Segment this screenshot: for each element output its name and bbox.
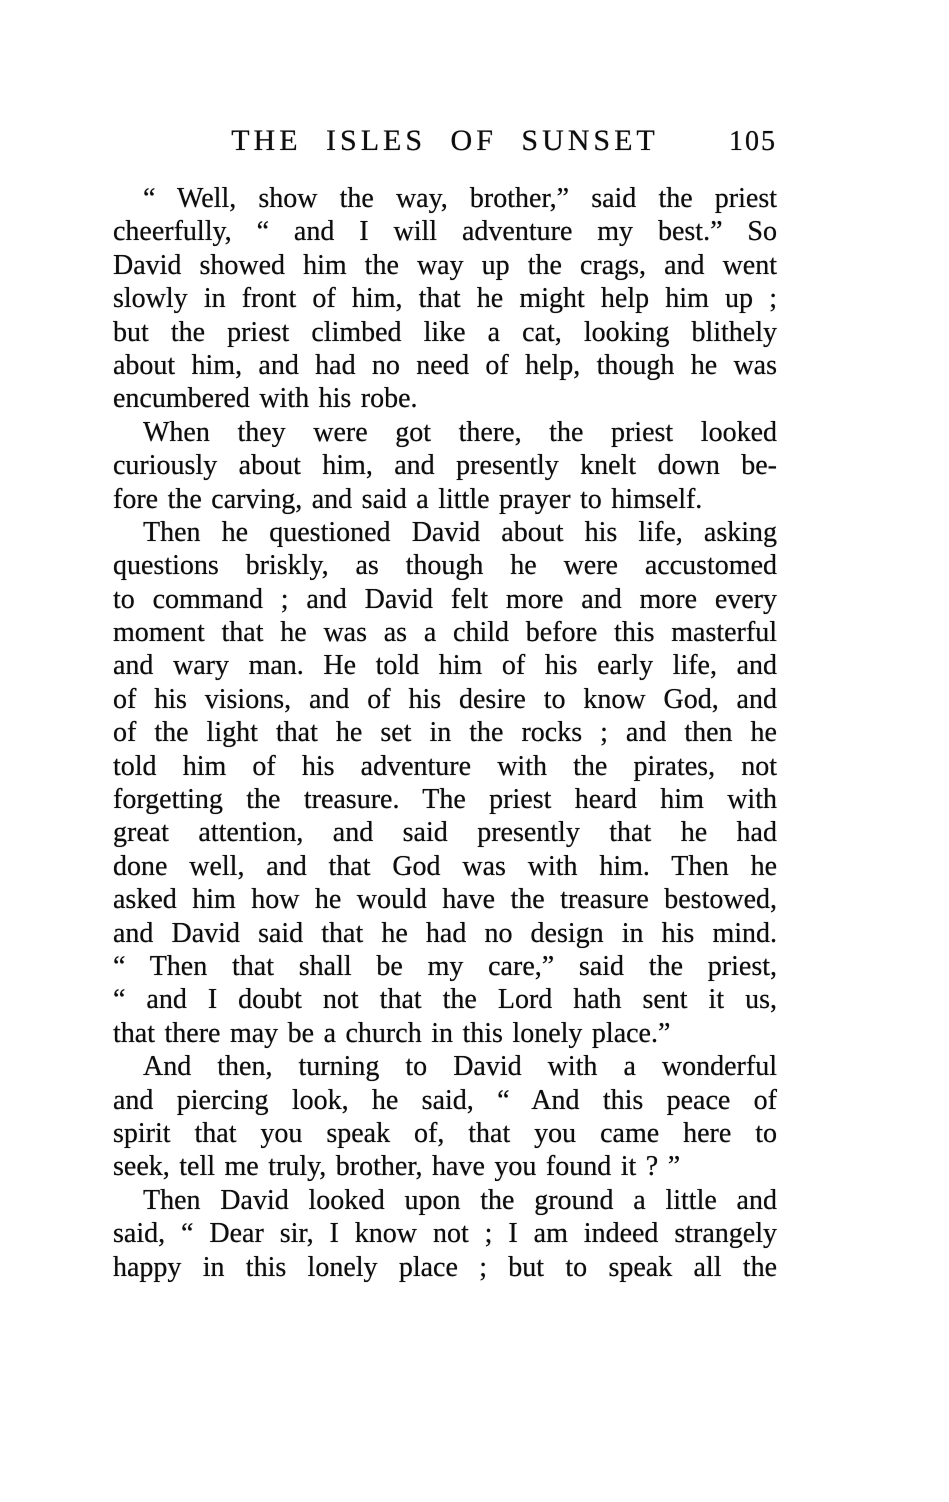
text-line: done well, and that God was with him. Then he [113, 850, 777, 882]
text-line: slowly in front of him, that he might help him up ; [113, 283, 777, 315]
text-line: “ Then that shall be my care,” said the priest, [113, 950, 777, 982]
text-column [113, 124, 777, 1284]
text-line: and David said that he had no design in his mind. [113, 917, 777, 949]
paragraph [113, 516, 777, 1050]
paragraph [113, 1184, 777, 1284]
text-line: questions briskly, as though he were accustomed [113, 550, 777, 582]
page-number: 105 [729, 126, 777, 157]
text-line: told him of his adventure with the pirates, not [113, 750, 777, 782]
text-line: and wary man. He told him of his early life, and [113, 650, 777, 682]
text-line: about him, and had no need of help, though he was [113, 349, 777, 381]
text-line: fore the carving, and said a little prayer to himself. [113, 483, 703, 515]
text-line: encumbered with his robe. [113, 383, 418, 415]
text-line: David showed him the way up the crags, and went [113, 249, 777, 281]
text-line: to command ; and David felt more and more every [113, 583, 777, 615]
text-line: happy in this lonely place ; but to speak all the [113, 1251, 777, 1283]
text-line: of the light that he set in the rocks ; and then he [113, 717, 777, 749]
paragraph [113, 182, 777, 416]
text-line: of his visions, and of his desire to know God, and [113, 683, 777, 715]
text-line: moment that he was as a child before this masterful [113, 617, 777, 649]
text-line: cheerfully, “ and I will adventure my best.” So [113, 216, 777, 248]
paragraph [113, 416, 777, 516]
text-line: curiously about him, and presently knelt down be- [113, 450, 777, 482]
text-line: that there may be a church in this lonely place.” [113, 1017, 671, 1049]
text-line: asked him how he would have the treasure bestowed, [113, 884, 777, 916]
text-line: forgetting the treasure. The priest heard him with [113, 784, 777, 816]
text-line: And then, turning to David with a wonderful [143, 1051, 777, 1083]
text-line: great attention, and said presently that he had [113, 817, 777, 849]
text-line: “ and I doubt not that the Lord hath sent it us, [113, 984, 777, 1016]
running-head-title: THE ISLES OF SUNSET [231, 124, 659, 157]
text-line: When they were got there, the priest looked [143, 416, 777, 448]
text-line: Then he questioned David about his life, asking [143, 516, 777, 548]
text-line: said, “ Dear sir, I know not ; I am indeed strangely [113, 1218, 777, 1250]
paragraph [113, 1050, 777, 1184]
text-line: seek, tell me truly, brother, have you found it ? ” [113, 1151, 681, 1183]
text-line: Then David looked upon the ground a little and [143, 1184, 777, 1216]
text-line: “ Well, show the way, brother,” said the priest [143, 183, 777, 214]
text-line: but the priest climbed like a cat, looking blithely [113, 316, 777, 348]
text-line: and piercing look, he said, “ And this peace of [113, 1084, 777, 1116]
page-header [113, 124, 777, 158]
body-text [113, 182, 777, 1284]
text-line: spirit that you speak of, that you came here to [113, 1117, 777, 1149]
